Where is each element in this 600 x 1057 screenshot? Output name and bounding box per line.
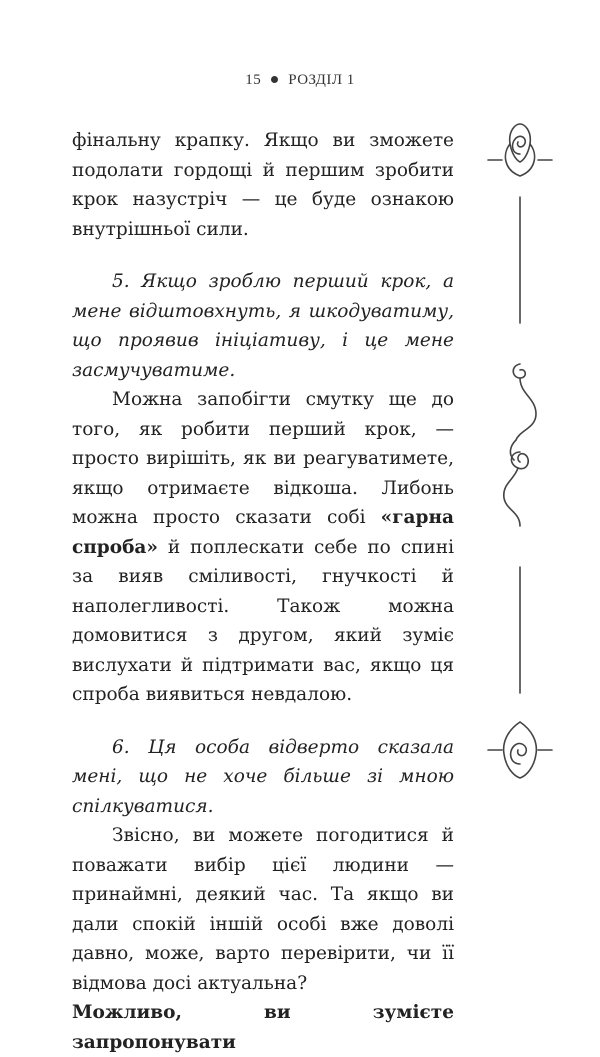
bold-phrase: Можливо, ви зумієте запропонувати xyxy=(72,1002,454,1053)
answer-5-bold: «гарна спроба» xyxy=(72,507,454,558)
vine-swirl-icon xyxy=(480,360,560,530)
divider-line-2 xyxy=(480,565,560,695)
divider-line-1 xyxy=(480,195,560,325)
question-5: 5. Якщо зроблю перший крок, а мене відштовхнуть, я шкодуватиму, що проявив ініціативу, і це мене засмучуватиме. xyxy=(72,271,454,381)
answer-5-text-b: й поплескати себе по спині за вияв сміливості, гнучкості й наполегливості. Також можна домовитися з другом, який зуміє вислухати й підтримати вас, якщо ця спроба виявиться невдалою. xyxy=(72,536,454,705)
answer-5 xyxy=(72,385,454,710)
answer-5-text-a: Можна запобігти смутку ще до того, як робити перший крок, — просто вирішіть, як ви реагуватимете, якщо отримаєте відкоша. Либонь можна просто сказати собі xyxy=(72,389,454,528)
chapter-title: РОЗДІЛ 1 xyxy=(288,72,355,88)
question-6: 6. Ця особа відверто сказала мені, що не хоче більше зі мною спілкуватися. xyxy=(72,736,454,817)
page-number: 15 xyxy=(245,72,262,88)
paragraph-continued: фінальну крапку. Якщо ви зможете подолати гордощі й першим зробити крок назустріч — це буде ознакою внутрішньої сили. xyxy=(72,130,454,240)
rose-bud-icon xyxy=(480,120,560,180)
running-header xyxy=(0,72,600,89)
answer-6-bold-line xyxy=(72,998,454,1057)
rose-bud-icon-bottom xyxy=(480,718,560,782)
body-text xyxy=(72,126,454,1057)
answer-6: Звісно, ви можете погодитися й поважати вибір цієї людини — принаймні, деякий час. Та якщо ви дали спокій іншій особі вже доволі давно, може, варто перевірити, чи її відмова досі актуальна? xyxy=(72,825,454,994)
bullet-separator xyxy=(271,76,278,83)
